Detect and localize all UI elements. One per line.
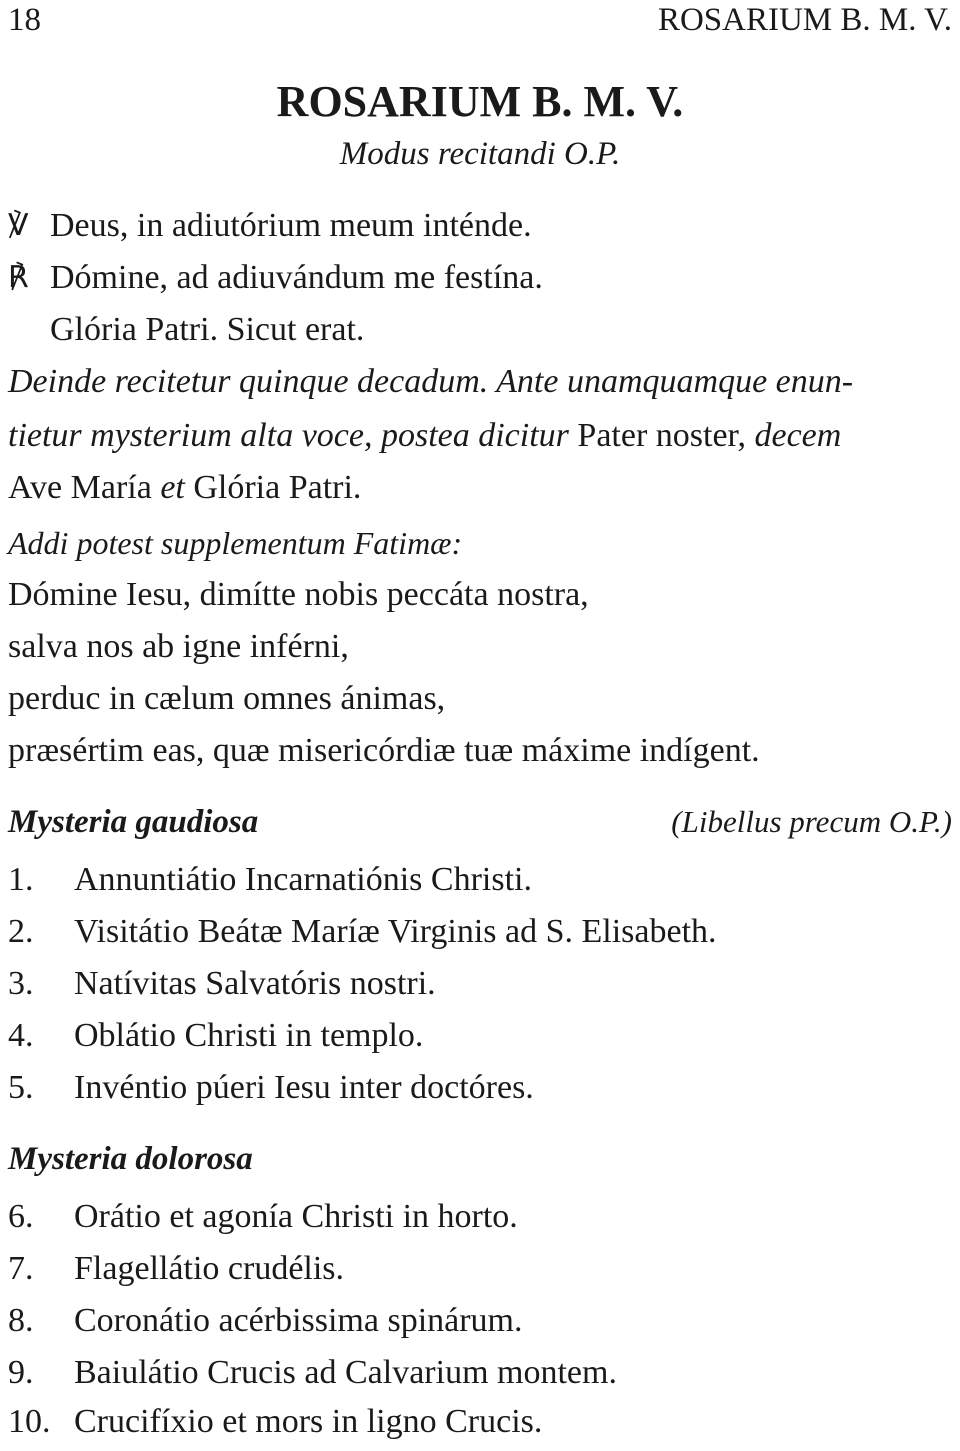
gloria-line: Glória Patri. Sicut erat. [50, 311, 365, 348]
item-text: Natívitas Salvatóris nostri. [74, 965, 436, 1002]
list-item [8, 1010, 423, 1062]
item-text: Invéntio púeri Iesu inter doctóres. [74, 1069, 534, 1106]
page-title: ROSARIUM B. M. V. [276, 77, 684, 126]
item-text: Visitátio Beátæ Maríæ Virginis ad S. Elisabeth. [74, 913, 717, 950]
item-text: Flagellátio crudélis. [74, 1250, 345, 1287]
list-item [8, 1191, 518, 1243]
fatima-line-2: salva nos ab igne inférni, [8, 628, 349, 665]
page-header [8, 0, 952, 40]
fatima-label: Addi potest supplementum Fatimæ: [8, 525, 463, 561]
versicle-text: Deus, in adiutórium meum inténde. [50, 207, 532, 244]
response-text: Dómine, ad adiuvándum me festína. [50, 259, 543, 296]
rubric-line-1: Deinde recitetur quinque decadum. Ante unamquamque enun- [8, 363, 854, 400]
fatima-line-4: præsértim eas, quæ misericórdiæ tuæ máxime indígent. [8, 732, 760, 769]
response-icon: ℟ [8, 260, 29, 295]
page-subtitle: Modus recitandi O.P. [339, 136, 621, 172]
item-number: 4. [8, 1017, 34, 1054]
list-item [8, 1062, 534, 1114]
rubric-line-2-b: Pater noster, [568, 417, 746, 454]
rubric-line-2-a: tietur mysterium alta voce, postea dicitur [8, 417, 569, 454]
fatima-line-1: Dómine Iesu, dimítte nobis peccáta nostra, [8, 576, 589, 613]
item-text: Coronátio acérbissima spinárum. [74, 1302, 523, 1339]
dolorosa-heading: Mysteria dolorosa [8, 1141, 253, 1177]
item-number: 10. [8, 1403, 51, 1440]
rubric-line-3 [8, 462, 361, 514]
item-text: Oblátio Christi in templo. [74, 1017, 424, 1054]
item-number: 2. [8, 913, 34, 950]
item-text: Baiulátio Crucis ad Calvarium montem. [74, 1354, 617, 1391]
list-item [8, 1243, 344, 1295]
rubric-line-3-a: Ave María [8, 469, 152, 506]
running-title: ROSARIUM B. M. V. [657, 2, 952, 38]
item-number: 1. [8, 861, 34, 898]
item-number: 3. [8, 965, 34, 1002]
fatima-line-3: perduc in cælum omnes ánimas, [8, 680, 446, 717]
item-text: Orátio et agonía Christi in horto. [74, 1198, 518, 1235]
gaudiosa-heading: Mysteria gaudiosa [8, 804, 259, 840]
versicle-icon: ℣ [8, 208, 29, 243]
item-text: Annuntiátio Incarnatiónis Christi. [74, 861, 532, 898]
list-item [8, 1347, 617, 1399]
item-number: 7. [8, 1250, 34, 1287]
item-number: 5. [8, 1069, 34, 1106]
list-item [8, 1396, 542, 1448]
rubric-line-3-b: et [151, 469, 194, 506]
list-item [8, 958, 436, 1010]
item-number: 8. [8, 1302, 34, 1339]
page-number: 18 [8, 2, 41, 38]
item-text: Crucifíxio et mors in ligno Crucis. [74, 1403, 543, 1440]
item-number: 9. [8, 1354, 34, 1391]
rubric-line-2 [8, 410, 841, 462]
item-number: 6. [8, 1198, 34, 1235]
rubric-line-2-c: decem [746, 417, 842, 454]
rubric-line-3-c: Glória Patri. [193, 469, 362, 506]
gaudiosa-reference: (Libellus precum O.P.) [671, 804, 952, 839]
list-item [8, 1295, 523, 1347]
list-item [8, 906, 717, 958]
list-item [8, 854, 532, 906]
